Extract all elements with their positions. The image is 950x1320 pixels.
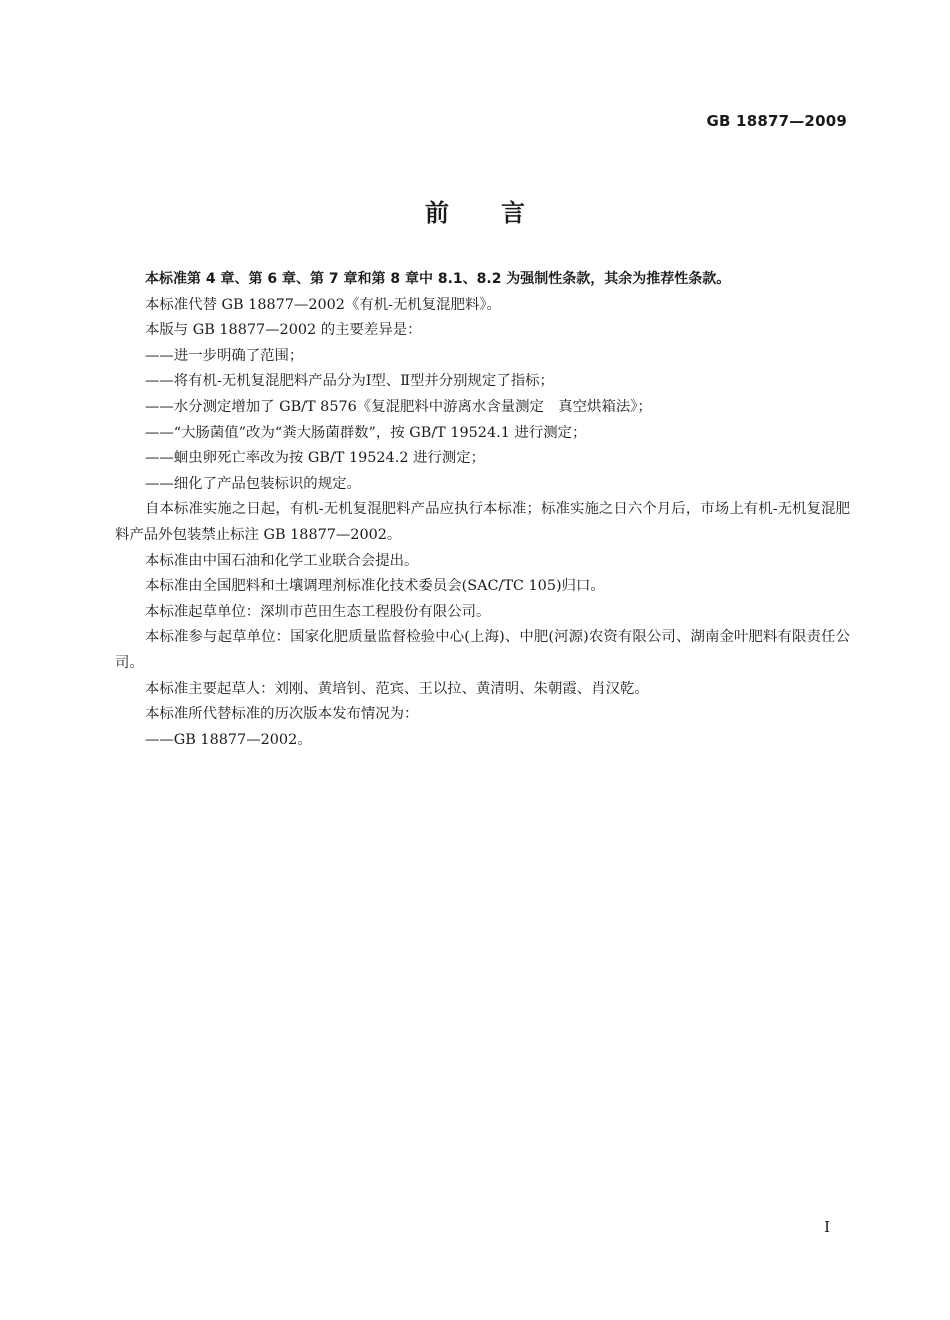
paragraph-technical-committee: 本标准由全国肥料和土壤调理剂标准化技术委员会(SAC/TC 105)归口。: [145, 578, 605, 595]
paragraph-previous-editions: 本标准所代替标准的历次版本发布情况为：: [145, 706, 419, 723]
standard-number: GB 18877—2009: [706, 112, 847, 130]
paragraph-proposed-by: 本标准由中国石油和化学工业联合会提出。: [145, 552, 419, 569]
list-item: ——水分测定增加了 GB/T 8576《复混肥料中游离水含量测定 真空烘箱法》；: [145, 398, 652, 415]
paragraph-drafting-unit: 本标准起草单位：深圳市芭田生态工程股份有限公司。: [145, 603, 491, 620]
list-item: ——将有机-无机复混肥料产品分为Ⅰ型、Ⅱ型并分别规定了指标；: [145, 373, 554, 390]
paragraph-mandatory-clauses: 本标准第 4 章、第 6 章、第 7 章和第 8 章中 8.1、8.2 为强制性条款，其余为推荐性条款。: [145, 271, 731, 287]
list-item: ——蛔虫卵死亡率改为按 GB/T 19524.2 进行测定；: [145, 450, 486, 467]
foreword-body: [115, 267, 850, 753]
paragraph-replaces: 本标准代替 GB 18877—2002《有机-无机复混肥料》。: [145, 296, 501, 313]
page-number: I: [824, 1218, 830, 1236]
paragraph-participating-units: 本标准参与起草单位：国家化肥质量监督检验中心(上海)、中肥(河源)农资有限公司、湖南金叶肥料有限责任公司。: [115, 629, 850, 671]
paragraph-implementation: 自本标准实施之日起，有机-无机复混肥料产品应执行本标准；标准实施之日六个月后，市场上有机-无机复混肥料产品外包装禁止标注 GB 18877—2002。: [115, 501, 850, 543]
list-item: ——GB 18877—2002。: [145, 731, 312, 748]
list-item: ——“大肠菌值”改为“粪大肠菌群数”，按 GB/T 19524.1 进行测定；: [145, 424, 587, 441]
page-title: 前言: [425, 199, 577, 227]
paragraph-differences-intro: 本版与 GB 18877—2002 的主要差异是：: [145, 322, 422, 339]
list-item: ——进一步明确了范围；: [145, 347, 304, 364]
paragraph-main-drafters: 本标准主要起草人：刘刚、黄培钊、范宾、王以拉、黄清明、朱朝霞、肖汉乾。: [145, 680, 649, 697]
list-item: ——细化了产品包装标识的规定。: [145, 475, 361, 492]
